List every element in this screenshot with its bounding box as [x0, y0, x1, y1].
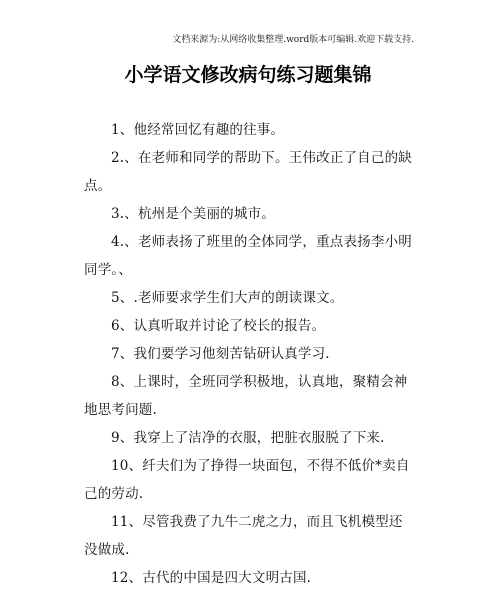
exercise-item-7: 7、我们要学习他刻苦钻研认真学习. — [111, 346, 330, 362]
exercise-item-3: 3.、杭州是个美丽的城市。 — [111, 206, 275, 222]
exercise-item-6: 6、认真听取并讨论了校长的报告。 — [111, 318, 326, 334]
exercise-item-1: 1、他经常回忆有趣的往事。 — [111, 122, 285, 138]
exercise-item-11: 11、尽管我费了九牛二虎之力，而且飞机模型还没做成. — [84, 514, 403, 558]
exercise-list — [84, 116, 412, 592]
exercise-item-10: 10、纤夫们为了挣得一块面包，不得不低价*卖自己的劳动. — [84, 458, 410, 502]
exercise-item-8: 8、上课时，全班同学积极地，认真地，聚精会神地思考问题. — [84, 374, 408, 418]
document-title: 小学语文修改病句练习题集锦 — [124, 64, 372, 86]
exercise-item-5: 5、.老师要求学生们大声的朗读课文。 — [111, 290, 344, 306]
exercise-item-9: 9、我穿上了洁净的衣服，把脏衣服脱了下来. — [111, 430, 385, 446]
exercise-item-4: 4.、老师表扬了班里的全体同学，重点表扬李小明同学。、 — [84, 234, 412, 278]
exercise-item-12: 12、古代的中国是四大文明古国. — [111, 570, 312, 586]
exercise-item-2: 2.、在老师和同学的帮助下。王伟改正了自己的缺点。 — [84, 150, 412, 194]
document-source-note: 文档来源为:从网络收集整理.word版本可编辑.欢迎下载支持. — [172, 35, 414, 45]
